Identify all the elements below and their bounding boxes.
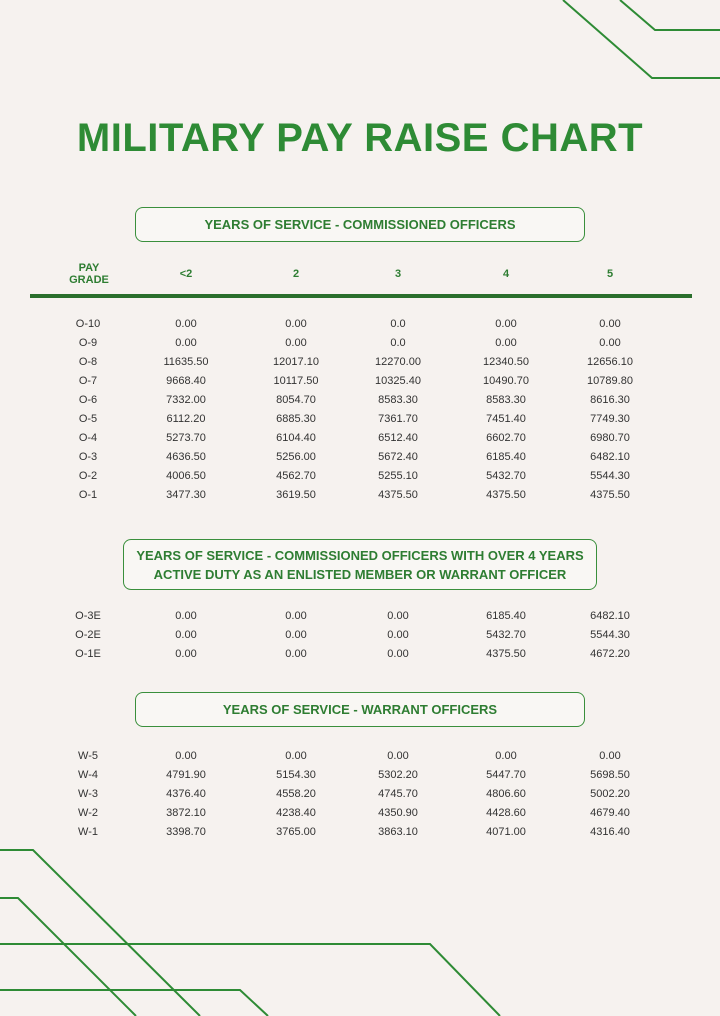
pay-grade-cell: O-3E xyxy=(75,610,101,622)
pay-value-cell: 0.0 xyxy=(390,337,406,349)
pay-value-cell: 0.00 xyxy=(175,318,197,330)
pay-grade-cell: O-2E xyxy=(75,629,101,641)
pay-value-cell: 0.00 xyxy=(599,318,621,330)
pay-grade-cell: O-9 xyxy=(78,337,98,349)
pay-value-cell: 8054.70 xyxy=(276,394,316,406)
pay-value-cell: 4350.90 xyxy=(378,807,418,819)
pay-value-cell: 3398.70 xyxy=(166,826,206,838)
pay-value-cell: 0.00 xyxy=(175,629,197,641)
pay-grade-cell: O-5 xyxy=(78,413,98,425)
pay-value-cell: 0.00 xyxy=(285,337,307,349)
pay-value-cell: 0.00 xyxy=(495,337,517,349)
pay-value-cell: 4562.70 xyxy=(276,470,316,482)
pay-value-cell: 7749.30 xyxy=(590,413,630,425)
pay-value-cell: 5544.30 xyxy=(590,629,630,641)
pay-value-cell: 0.00 xyxy=(175,750,197,762)
pay-value-cell: 4316.40 xyxy=(590,826,630,838)
pay-value-cell: 6112.20 xyxy=(166,413,206,425)
pay-value-cell: 4636.50 xyxy=(166,451,206,463)
pay-value-cell: 0.00 xyxy=(285,610,307,622)
pay-value-cell: 4006.50 xyxy=(166,470,206,482)
year-header-3: 3 xyxy=(394,268,402,280)
pay-value-cell: 0.00 xyxy=(387,629,409,641)
pay-value-cell: 8583.30 xyxy=(486,394,526,406)
pay-value-cell: 0.00 xyxy=(599,337,621,349)
pay-value-cell: 5154.30 xyxy=(276,769,316,781)
pay-value-cell: 12656.10 xyxy=(587,356,633,368)
pay-value-cell: 4679.40 xyxy=(590,807,630,819)
pay-grade-cell: O-4 xyxy=(78,432,98,444)
pay-value-cell: 0.00 xyxy=(387,648,409,660)
pay-value-cell: 0.00 xyxy=(175,610,197,622)
pay-value-cell: 6602.70 xyxy=(486,432,526,444)
pay-value-cell: 8616.30 xyxy=(590,394,630,406)
pay-value-cell: 3863.10 xyxy=(378,826,418,838)
pay-value-cell: 0.00 xyxy=(285,629,307,641)
pay-value-cell: 3477.30 xyxy=(166,489,206,501)
pay-value-cell: 5256.00 xyxy=(276,451,316,463)
pay-value-cell: 4428.60 xyxy=(486,807,526,819)
pay-value-cell: 10789.80 xyxy=(587,375,633,387)
pay-value-cell: 4376.40 xyxy=(166,788,206,800)
section-heading-line2: ACTIVE DUTY AS AN ENLISTED MEMBER OR WARRANT OFFICER xyxy=(153,566,567,582)
pay-value-cell: 5672.40 xyxy=(378,451,418,463)
pay-value-cell: 5002.20 xyxy=(590,788,630,800)
pay-value-cell: 12270.00 xyxy=(375,356,421,368)
pay-grade-cell: O-3 xyxy=(78,451,98,463)
pay-value-cell: 0.00 xyxy=(387,610,409,622)
pay-value-cell: 3619.50 xyxy=(276,489,316,501)
year-header-5: 5 xyxy=(606,268,614,280)
pay-value-cell: 6185.40 xyxy=(486,610,526,622)
pay-grade-header-line2: GRADE xyxy=(69,274,109,286)
section-heading-text: YEARS OF SERVICE - COMMISSIONED OFFICERS xyxy=(204,217,516,232)
header-divider xyxy=(30,294,692,298)
pay-value-cell: 4791.90 xyxy=(166,769,206,781)
section-heading-prior-enlisted xyxy=(123,539,597,590)
pay-value-cell: 4375.50 xyxy=(486,648,526,660)
pay-grade-cell: O-7 xyxy=(78,375,98,387)
pay-value-cell: 12340.50 xyxy=(483,356,529,368)
pay-value-cell: 4558.20 xyxy=(276,788,316,800)
pay-value-cell: 0.00 xyxy=(285,318,307,330)
pay-value-cell: 8583.30 xyxy=(378,394,418,406)
pay-value-cell: 10117.50 xyxy=(273,375,319,387)
pay-value-cell: 12017.10 xyxy=(273,356,319,368)
pay-value-cell: 5432.70 xyxy=(486,629,526,641)
pay-grade-cell: O-2 xyxy=(78,470,98,482)
pay-grade-header xyxy=(56,256,122,292)
pay-value-cell: 5432.70 xyxy=(486,470,526,482)
pay-grade-cell: W-4 xyxy=(78,769,98,781)
pay-grade-cell: O-10 xyxy=(75,318,101,330)
page-title: MILITARY PAY RAISE CHART xyxy=(76,116,644,160)
pay-grade-cell: O-1E xyxy=(75,648,101,660)
pay-grade-cell: W-3 xyxy=(78,788,98,800)
section-heading-text: YEARS OF SERVICE - WARRANT OFFICERS xyxy=(222,702,498,717)
pay-grade-cell: O-8 xyxy=(78,356,98,368)
pay-value-cell: 0.00 xyxy=(175,648,197,660)
pay-value-cell: 4745.70 xyxy=(378,788,418,800)
pay-grade-header-line1: PAY xyxy=(78,262,100,274)
pay-value-cell: 5255.10 xyxy=(378,470,418,482)
pay-value-cell: 0.0 xyxy=(390,318,406,330)
pay-grade-cell: W-2 xyxy=(78,807,98,819)
section-heading-line1: YEARS OF SERVICE - COMMISSIONED OFFICERS WITH OVER 4 YEARS xyxy=(136,547,584,563)
pay-value-cell: 4071.00 xyxy=(486,826,526,838)
pay-value-cell: 10490.70 xyxy=(483,375,529,387)
pay-value-cell: 7332.00 xyxy=(166,394,206,406)
pay-value-cell: 6512.40 xyxy=(378,432,418,444)
pay-value-cell: 5447.70 xyxy=(486,769,526,781)
pay-grade-cell: W-5 xyxy=(78,750,98,762)
pay-value-cell: 6482.10 xyxy=(590,451,630,463)
pay-value-cell: 7361.70 xyxy=(378,413,418,425)
pay-value-cell: 6980.70 xyxy=(590,432,630,444)
pay-value-cell: 5273.70 xyxy=(166,432,206,444)
section-heading-warrant xyxy=(135,692,585,727)
pay-grade-cell: O-6 xyxy=(78,394,98,406)
pay-value-cell: 6185.40 xyxy=(486,451,526,463)
pay-value-cell: 4375.50 xyxy=(590,489,630,501)
year-header-2: 2 xyxy=(292,268,300,280)
pay-value-cell: 3765.00 xyxy=(276,826,316,838)
pay-value-cell: 4375.50 xyxy=(378,489,418,501)
pay-value-cell: 6104.40 xyxy=(276,432,316,444)
year-header-4: 4 xyxy=(502,268,510,280)
pay-value-cell: 10325.40 xyxy=(375,375,421,387)
pay-value-cell: 0.00 xyxy=(285,750,307,762)
pay-value-cell: 0.00 xyxy=(599,750,621,762)
pay-value-cell: 0.00 xyxy=(495,750,517,762)
pay-value-cell: 5544.30 xyxy=(590,470,630,482)
year-header-lt2: <2 xyxy=(179,268,193,280)
pay-value-cell: 3872.10 xyxy=(166,807,206,819)
pay-value-cell: 4672.20 xyxy=(590,648,630,660)
pay-value-cell: 0.00 xyxy=(495,318,517,330)
pay-value-cell: 4375.50 xyxy=(486,489,526,501)
pay-value-cell: 6885.30 xyxy=(276,413,316,425)
pay-value-cell: 0.00 xyxy=(285,648,307,660)
pay-grade-cell: O-1 xyxy=(78,489,98,501)
pay-value-cell: 5698.50 xyxy=(590,769,630,781)
pay-value-cell: 11635.50 xyxy=(163,356,209,368)
pay-value-cell: 7451.40 xyxy=(486,413,526,425)
pay-value-cell: 0.00 xyxy=(175,337,197,349)
pay-value-cell: 5302.20 xyxy=(378,769,418,781)
pay-value-cell: 6482.10 xyxy=(590,610,630,622)
pay-grade-cell: W-1 xyxy=(78,826,98,838)
pay-value-cell: 0.00 xyxy=(387,750,409,762)
pay-value-cell: 4806.60 xyxy=(486,788,526,800)
pay-value-cell: 9668.40 xyxy=(166,375,206,387)
pay-value-cell: 4238.40 xyxy=(276,807,316,819)
section-heading-commissioned xyxy=(135,207,585,242)
